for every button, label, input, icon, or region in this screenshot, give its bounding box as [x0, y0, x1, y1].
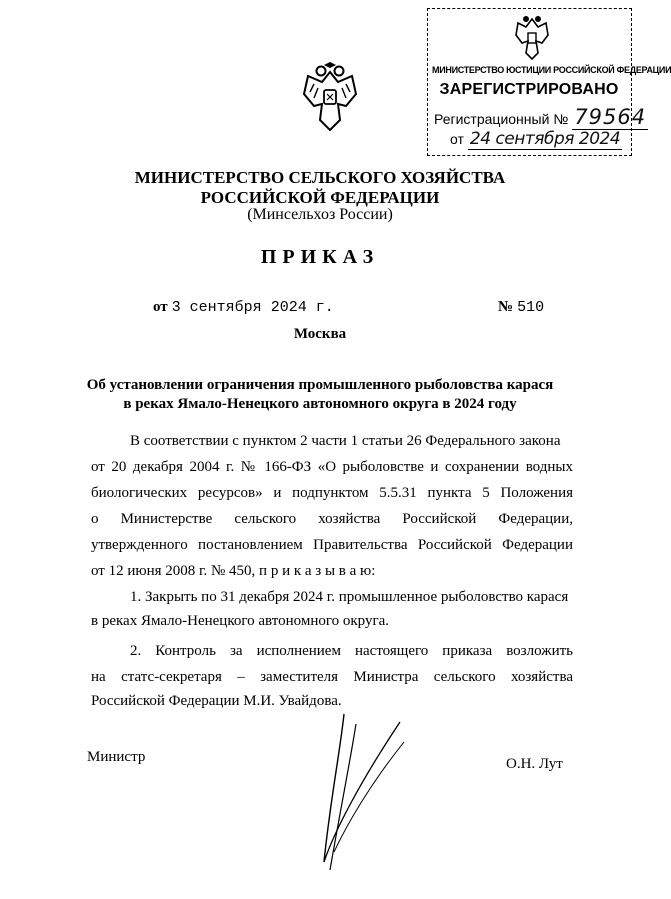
ministry-name-line2: РОССИЙСКОЙ ФЕДЕРАЦИИ [200, 188, 440, 207]
preamble-line: утвержденного постановлением Правительства Российской Федерации [91, 537, 573, 553]
stamp-emblem-icon [512, 13, 552, 61]
order-date-row [153, 298, 334, 316]
ministry-short-name: (Минсельхоз России) [247, 206, 393, 223]
preamble-line: о Министерстве сельского хозяйства Российской Федерации, [91, 511, 573, 527]
signer-title: Министр [87, 749, 146, 765]
preamble-line: В соответствии с пунктом 2 части 1 статьи 26 Федерального закона [130, 433, 561, 449]
stamp-registered: ЗАРЕГИСТРИРОВАНО [439, 81, 619, 98]
stamp-date-row [450, 129, 622, 149]
stamp-ministry: МИНИСТЕРСТВО ЮСТИЦИИ РОССИЙСКОЙ ФЕДЕРАЦИИ [432, 65, 671, 75]
handwritten-signature [300, 712, 410, 872]
stamp-date-label: от [450, 131, 464, 147]
date-label: от [153, 299, 168, 315]
item2-line: 2. Контроль за исполнением настоящего приказа возложить [130, 643, 573, 659]
item2-line: на статс-секретаря – заместителя Министра сельского хозяйства [91, 669, 573, 685]
signer-name: О.Н. Лут [506, 756, 563, 772]
number-label: № [498, 299, 514, 315]
item1-line: в реках Ямало-Ненецкого автономного округа. [91, 613, 390, 629]
stamp-reg-label: Регистрационный № [434, 111, 569, 127]
coat-of-arms-icon [300, 62, 360, 134]
ministry-name-line1: МИНИСТЕРСТВО СЕЛЬСКОГО ХОЗЯЙСТВА [134, 168, 506, 187]
document-title: ПРИКАЗ [260, 246, 380, 268]
order-date: 3 сентября 2024 г. [171, 299, 334, 316]
city: Москва [293, 326, 347, 342]
item1-line: 1. Закрыть по 31 декабря 2024 г. промышленное рыболовство карася [130, 589, 569, 605]
subject-line2: в реках Ямало-Ненецкого автономного округа в 2024 году [123, 396, 517, 412]
preamble-line: от 12 июня 2008 г. № 450, п р и к а з ы в а ю: [91, 563, 376, 579]
preamble-line: биологических ресурсов» и подпунктом 5.5.31 пункта 5 Положения [91, 485, 573, 501]
order-number: 510 [517, 299, 545, 316]
registration-stamp [427, 8, 671, 156]
subject-line1: Об установлении ограничения промышленного рыболовства карася [86, 377, 554, 393]
item2-line: Российской Федерации М.И. Увайдова. [91, 693, 342, 709]
order-number-row [498, 298, 544, 316]
stamp-regno-row [434, 105, 648, 129]
stamp-reg-number: 79564 [574, 105, 647, 129]
stamp-reg-date: 24 сентября 2024 [469, 129, 621, 149]
preamble-line: от 20 декабря 2004 г. № 166-ФЗ «О рыболовстве и сохранении водных [91, 459, 573, 475]
